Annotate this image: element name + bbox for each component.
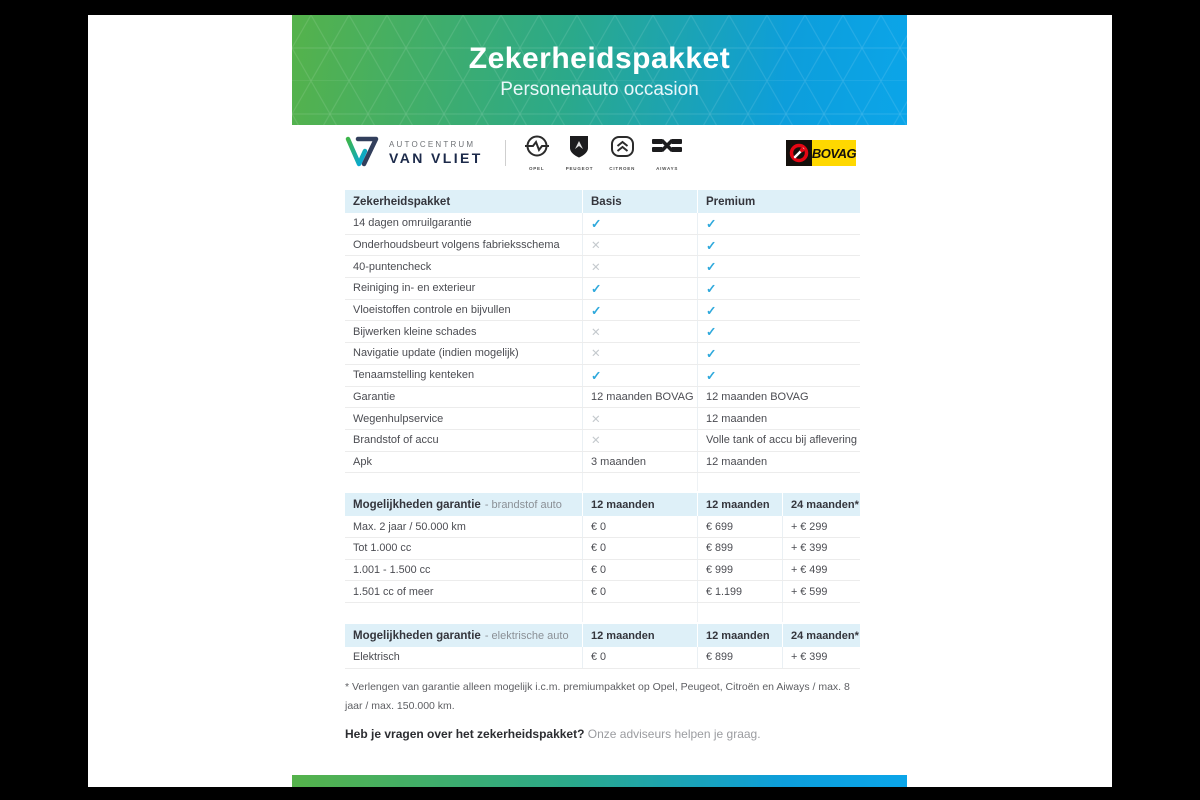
- spacer-vline: [582, 603, 583, 622]
- brand-opel: [524, 135, 550, 171]
- cell-premium: [697, 343, 860, 364]
- check-icon: ✓: [591, 303, 602, 318]
- tables-area: [345, 190, 860, 669]
- cell-label: [345, 347, 582, 359]
- cell-label: [345, 542, 582, 554]
- price-value: € 0: [591, 542, 607, 555]
- cell-price-2: [782, 516, 860, 537]
- citroen-icon: [610, 135, 635, 164]
- footnote: * Verlengen van garantie alleen mogelijk i.c.m. premiumpakket op Opel, Peugeot, Citroën en Aiways / max. 8 jaar / max. 150.000 km.: [345, 681, 850, 712]
- brand-peugeot-label: PEUGEOT: [565, 166, 594, 171]
- price-value: € 899: [706, 542, 734, 555]
- fuel-col-12m-basis: 12 maanden: [582, 493, 697, 516]
- ev-col-12m-basis: 12 maanden: [582, 624, 697, 647]
- spacer-vline: [697, 473, 698, 491]
- row-label: Tot 1.000 cc: [353, 542, 412, 555]
- cell-price-0: [582, 538, 697, 559]
- cell-premium: [697, 235, 860, 256]
- premium-value: 12 maanden: [706, 412, 768, 425]
- price-value: + € 299: [791, 520, 828, 533]
- cell-label: [345, 586, 582, 598]
- table-spacer: [345, 473, 860, 493]
- cell-basis: [582, 452, 697, 473]
- cross-icon: ✕: [591, 435, 601, 448]
- price-value: € 899: [706, 651, 734, 664]
- row-label: Tenaamstelling kenteken: [353, 369, 475, 382]
- cell-label: [345, 217, 582, 229]
- table-row: [345, 321, 860, 343]
- cell-label: [345, 434, 582, 446]
- check-icon: ✓: [706, 346, 717, 361]
- brand-opel-label: OPEL: [528, 166, 545, 171]
- fuel-table-title-bold: Mogelijkheden garantie: [353, 498, 481, 511]
- table-row: [345, 560, 860, 582]
- cell-premium: [697, 321, 860, 342]
- question-bold: Heb je vragen over het zekerheidspakket?: [345, 727, 585, 741]
- brand-aiways: [651, 135, 683, 171]
- spacer-vline: [582, 473, 583, 491]
- bovag-wordmark: [812, 140, 856, 166]
- brand-logos: [524, 135, 683, 171]
- table-row: [345, 235, 860, 257]
- cell-price-1: [697, 581, 782, 602]
- ev-col-12m-premium: 12 maanden: [697, 624, 782, 647]
- cell-basis: [582, 430, 697, 451]
- question-text: Onze adviseurs helpen je graag.: [587, 727, 761, 741]
- row-label: Garantie: [353, 390, 396, 403]
- table-row: [345, 538, 860, 560]
- row-label: Wegenhulpservice: [353, 412, 444, 425]
- table-row: [345, 365, 860, 387]
- cell-premium: [697, 213, 860, 234]
- cell-label: [345, 326, 582, 338]
- ev-table-title-bold: Mogelijkheden garantie: [353, 629, 481, 642]
- cell-basis: [582, 408, 697, 429]
- cell-premium: [697, 430, 860, 451]
- cell-label: [345, 564, 582, 576]
- premium-value: Volle tank of accu bij aflevering: [706, 434, 858, 447]
- cell-price-2: [782, 538, 860, 559]
- check-icon: ✓: [706, 238, 717, 253]
- table-row: [345, 278, 860, 300]
- price-value: + € 499: [791, 563, 828, 576]
- cell-premium: [697, 300, 860, 321]
- ev-col-24m: 24 maanden*: [782, 624, 860, 647]
- cell-label: [345, 651, 582, 663]
- page-subtitle: Personenauto occasion: [500, 79, 699, 100]
- dealer-wordmark: [389, 140, 483, 166]
- check-icon: ✓: [591, 281, 602, 296]
- peugeot-icon: [568, 135, 590, 164]
- cell-basis: [582, 321, 697, 342]
- table-row: [345, 387, 860, 409]
- ev-table-subtitle: - elektrische auto: [484, 629, 569, 642]
- table-row: [345, 430, 860, 452]
- check-icon: ✓: [706, 303, 717, 318]
- price-value: € 1.199: [706, 585, 743, 598]
- price-value: + € 399: [791, 542, 828, 555]
- check-icon: ✓: [591, 216, 602, 231]
- cell-price-2: [782, 560, 860, 581]
- package-table: [345, 190, 860, 473]
- cell-label: [345, 456, 582, 468]
- check-icon: ✓: [706, 216, 717, 231]
- brand-peugeot: [566, 135, 594, 171]
- cell-label: [345, 282, 582, 294]
- cell-price-1: [697, 647, 782, 668]
- cross-icon: ✕: [591, 348, 601, 361]
- row-label: Onderhoudsbeurt volgens fabrieksschema: [353, 239, 560, 252]
- table-row: [345, 256, 860, 278]
- dealer-logo: [345, 135, 483, 172]
- cell-basis: [582, 365, 697, 386]
- premium-value: 12 maanden BOVAG: [706, 390, 809, 403]
- price-value: € 0: [591, 563, 607, 576]
- package-table-header: [345, 190, 860, 213]
- cell-price-1: [697, 538, 782, 559]
- fuel-table-header: [345, 493, 860, 516]
- logo-row: [345, 133, 860, 173]
- ev-table-header: [345, 624, 860, 647]
- row-label: Brandstof of accu: [353, 434, 439, 447]
- cross-icon: ✕: [591, 261, 601, 274]
- vanvliet-v7-icon: [345, 135, 381, 172]
- row-label: 1.001 - 1.500 cc: [353, 563, 431, 576]
- cell-basis: [582, 343, 697, 364]
- cell-price-0: [582, 581, 697, 602]
- banner: [292, 15, 907, 125]
- cell-price-2: [782, 647, 860, 668]
- cell-label: [345, 413, 582, 425]
- col-header-premium: Premium: [697, 190, 860, 213]
- cell-basis: [582, 300, 697, 321]
- table-row: [345, 581, 860, 603]
- ev-table-rows: [345, 647, 860, 669]
- opel-icon: [524, 135, 550, 164]
- basis-value: 3 maanden: [591, 455, 647, 468]
- spacer-vline: [782, 603, 783, 622]
- fuel-table-subtitle: - brandstof auto: [484, 498, 562, 511]
- page-title: Zekerheidspakket: [468, 42, 731, 75]
- cell-price-0: [582, 647, 697, 668]
- row-label: Apk: [353, 455, 372, 468]
- fuel-table-rows: [345, 516, 860, 603]
- check-icon: ✓: [591, 368, 602, 383]
- row-label: Vloeistoffen controle en bijvullen: [353, 304, 511, 317]
- col-header-zekerheidspakket: Zekerheidspakket: [353, 195, 451, 208]
- cell-premium: [697, 387, 860, 408]
- brand-aiways-label: AIWAYS: [656, 166, 679, 171]
- contact-question: [345, 727, 945, 741]
- bovag-logo: [786, 140, 856, 166]
- cross-icon: ✕: [591, 240, 601, 253]
- cell-label: [345, 369, 582, 381]
- flyer-page: [88, 15, 1112, 787]
- banner-text: [292, 15, 907, 125]
- dealer-line2: VAN VLIET: [389, 150, 483, 166]
- check-icon: ✓: [706, 281, 717, 296]
- table-row: [345, 516, 860, 538]
- cell-premium: [697, 278, 860, 299]
- cell-basis: [582, 235, 697, 256]
- cell-price-0: [582, 516, 697, 537]
- price-value: + € 599: [791, 585, 828, 598]
- cell-basis: [582, 213, 697, 234]
- table-row: [345, 343, 860, 365]
- row-label: Max. 2 jaar / 50.000 km: [353, 520, 466, 533]
- check-icon: ✓: [706, 260, 717, 275]
- cell-price-1: [697, 560, 782, 581]
- row-label: 14 dagen omruilgarantie: [353, 217, 472, 230]
- cell-premium: [697, 256, 860, 277]
- cell-price-0: [582, 560, 697, 581]
- row-label: Navigatie update (indien mogelijk): [353, 347, 519, 360]
- cell-label: [345, 391, 582, 403]
- bovag-wheel-icon: [786, 140, 812, 166]
- row-label: Elektrisch: [353, 651, 400, 664]
- cell-label: [345, 304, 582, 316]
- check-icon: ✓: [706, 368, 717, 383]
- table-row: [345, 408, 860, 430]
- ev-warranty-table: [345, 624, 860, 669]
- price-value: € 0: [591, 585, 607, 598]
- row-label: 1.501 cc of meer: [353, 585, 434, 598]
- brand-citroen: [609, 135, 635, 171]
- row-label: Bijwerken kleine schades: [353, 325, 477, 338]
- table-row: [345, 300, 860, 322]
- package-table-rows: [345, 213, 860, 473]
- cell-basis: [582, 387, 697, 408]
- cell-basis: [582, 278, 697, 299]
- table-spacer: [345, 603, 860, 624]
- cell-basis: [582, 256, 697, 277]
- price-value: € 0: [591, 520, 607, 533]
- cell-premium: [697, 452, 860, 473]
- cell-premium: [697, 365, 860, 386]
- aiways-icon: [651, 135, 683, 164]
- row-label: Reiniging in- en exterieur: [353, 282, 476, 295]
- cell-label: [345, 521, 582, 533]
- price-value: € 0: [591, 651, 607, 664]
- brand-citroen-label: CITROEN: [609, 166, 636, 171]
- cell-premium: [697, 408, 860, 429]
- premium-value: 12 maanden: [706, 455, 768, 468]
- logo-divider: [505, 140, 506, 166]
- col-header-basis: Basis: [582, 190, 697, 213]
- bottom-gradient-bar: [292, 775, 907, 787]
- spacer-vline: [697, 603, 698, 622]
- dealer-line1: AUTOCENTRUM: [389, 140, 476, 149]
- table-row: [345, 647, 860, 669]
- cross-icon: ✕: [591, 326, 601, 339]
- cell-price-2: [782, 581, 860, 602]
- cell-label: [345, 239, 582, 251]
- price-value: € 699: [706, 520, 734, 533]
- fuel-col-24m: 24 maanden*: [782, 493, 860, 516]
- price-value: + € 399: [791, 651, 828, 664]
- table-row: [345, 213, 860, 235]
- basis-value: 12 maanden BOVAG: [591, 390, 694, 403]
- cross-icon: ✕: [591, 413, 601, 426]
- ev-table-title: [345, 630, 582, 642]
- price-value: € 999: [706, 563, 734, 576]
- table-row: [345, 452, 860, 474]
- bovag-label: BOVAG: [811, 145, 857, 161]
- row-label: 40-puntencheck: [353, 260, 432, 273]
- check-icon: ✓: [706, 325, 717, 340]
- fuel-table-title: [345, 499, 582, 511]
- cell-price-1: [697, 516, 782, 537]
- fuel-col-12m-premium: 12 maanden: [697, 493, 782, 516]
- cell-label: [345, 261, 582, 273]
- fuel-warranty-table: [345, 493, 860, 603]
